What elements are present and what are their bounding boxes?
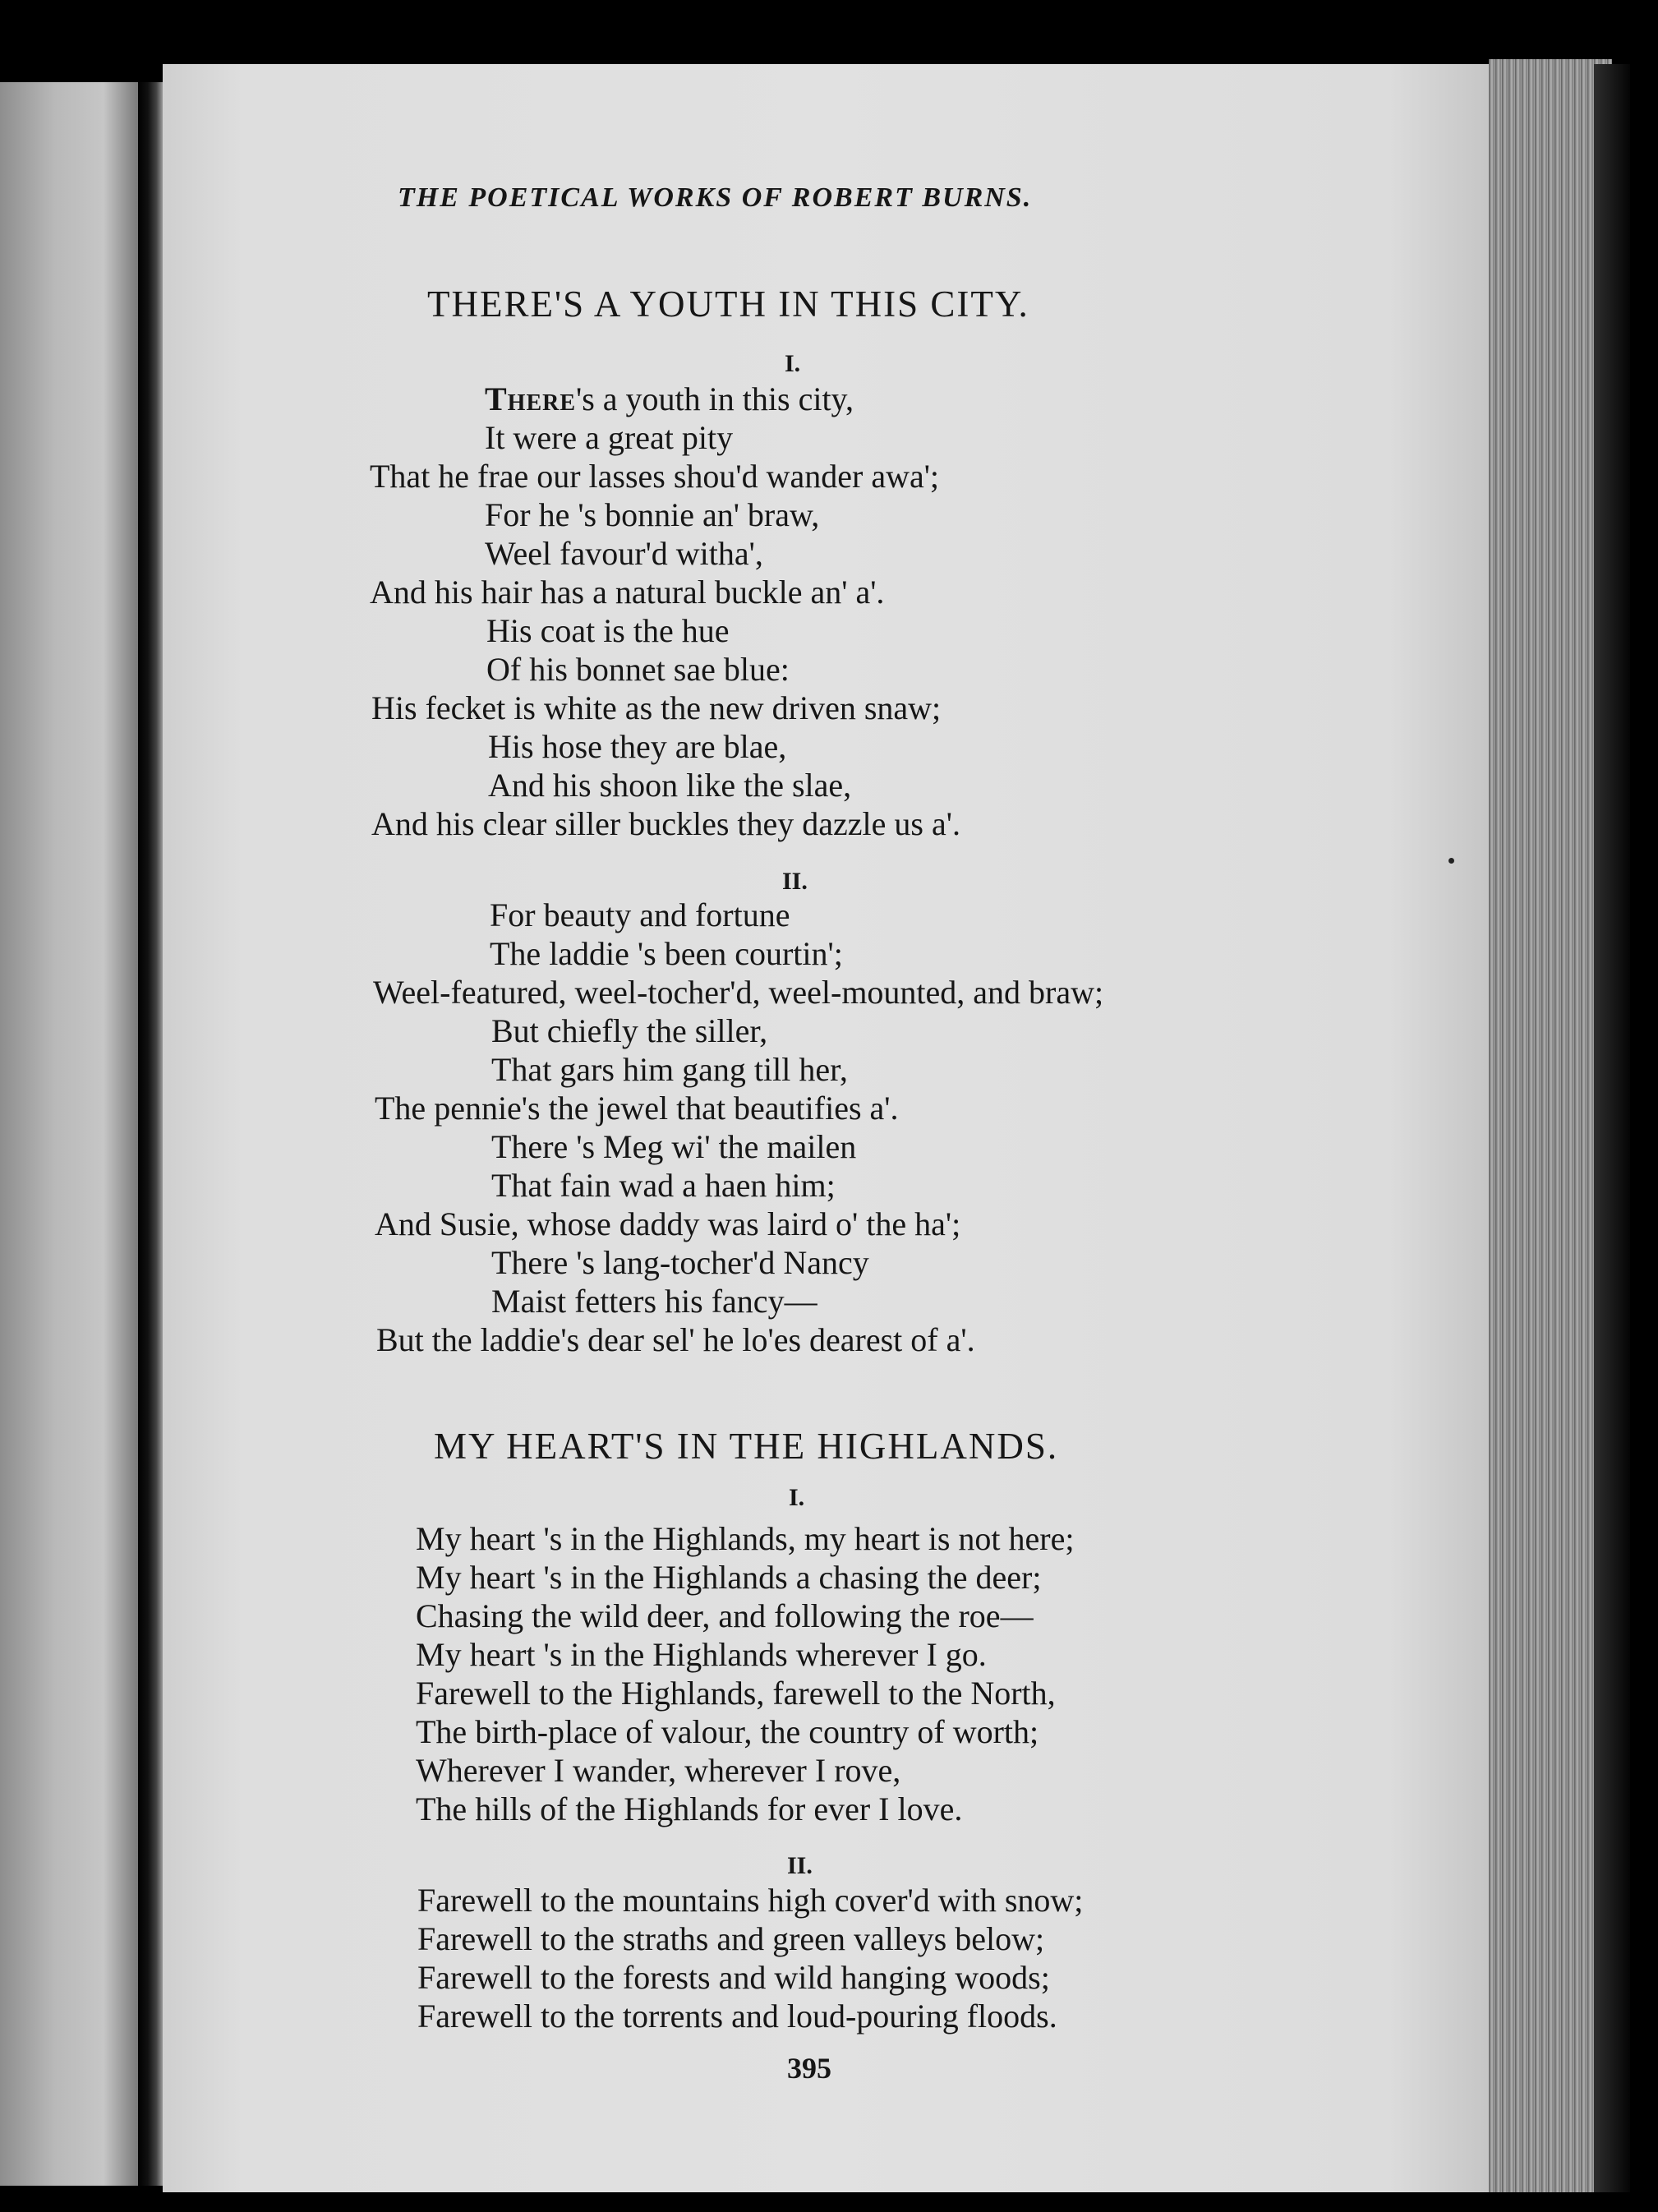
verse-line: My heart 's in the Highlands wherever I go. — [416, 1636, 987, 1673]
verse-line: My heart 's in the Highlands a chasing the deer; — [416, 1559, 1042, 1596]
verse-line: The laddie 's been courtin'; — [490, 935, 843, 972]
verse-line: And his shoon like the slae, — [488, 767, 852, 804]
verse-line: But the laddie's dear sel' he lo'es dearest of a'. — [376, 1321, 975, 1358]
ink-speck — [1448, 858, 1454, 864]
verse-line: For he 's bonnie an' braw, — [485, 496, 820, 533]
verse-line: For beauty and fortune — [490, 896, 790, 933]
stanza-number: I. — [789, 1484, 805, 1511]
verse-line: Farewell to the mountains high cover'd with snow; — [417, 1882, 1084, 1919]
verse-line: And Susie, whose daddy was laird o' the ha'; — [375, 1205, 961, 1242]
verse-line: That fain wad a haen him; — [491, 1167, 836, 1204]
stanza-number: II. — [782, 868, 808, 895]
verse-line: There 's Meg wi' the mailen — [491, 1128, 857, 1165]
verse-line: But chiefly the siller, — [491, 1012, 768, 1049]
verse-line: Farewell to the straths and green valleys below; — [417, 1920, 1045, 1957]
poem-title: MY HEART'S IN THE HIGHLANDS. — [434, 1426, 1059, 1467]
verse-line: Weel-featured, weel-tocher'd, weel-mounted, and braw; — [373, 974, 1104, 1011]
stanza-number: I. — [785, 350, 801, 377]
running-head: THE POETICAL WORKS OF ROBERT BURNS. — [398, 182, 1033, 213]
page-edges-shadow — [1594, 64, 1630, 2192]
verse-line: Farewell to the forests and wild hanging woods; — [417, 1959, 1050, 1996]
verse-line: Farewell to the Highlands, farewell to the North, — [416, 1675, 1056, 1712]
verse-line: Maist fetters his fancy— — [491, 1283, 817, 1320]
verse-line: Of his bonnet sae blue: — [486, 651, 790, 688]
verse-line: Chasing the wild deer, and following the roe— — [416, 1597, 1034, 1634]
verse-line: His fecket is white as the new driven snaw; — [371, 689, 942, 726]
verse-line: There's a youth in this city, — [485, 380, 854, 417]
verse-line: And his hair has a natural buckle an' a'. — [370, 574, 885, 611]
stanza-number: II. — [787, 1852, 813, 1879]
verse-line: The hills of the Highlands for ever I love. — [416, 1790, 963, 1827]
verse-line: Farewell to the torrents and loud-pouring floods. — [417, 1998, 1057, 2035]
poem-title: THERE'S A YOUTH IN THIS CITY. — [427, 283, 1029, 325]
verse-line: The pennie's the jewel that beautifies a'. — [375, 1090, 899, 1127]
verse-line: And his clear siller buckles they dazzle us a'. — [371, 805, 960, 842]
verse-line: That he frae our lasses shou'd wander awa'; — [370, 458, 940, 495]
verse-line: Weel favour'd witha', — [485, 535, 763, 572]
scan-border — [0, 2192, 1658, 2212]
verse-line: His hose they are blae, — [488, 728, 787, 765]
verse-line: The birth-place of valour, the country of worth; — [416, 1713, 1039, 1750]
facing-page — [0, 82, 138, 2186]
verse-line: His coat is the hue — [486, 612, 730, 649]
page-number: 395 — [787, 2052, 831, 2085]
initial-word: There — [485, 380, 577, 417]
verse-line: Wherever I wander, wherever I rove, — [416, 1752, 901, 1789]
verse-line: That gars him gang till her, — [491, 1051, 848, 1088]
book-gutter — [138, 82, 163, 2186]
verse-line: It were a great pity — [485, 419, 734, 456]
verse-line: There 's lang-tocher'd Nancy — [491, 1244, 869, 1281]
verse-line: My heart 's in the Highlands, my heart is not here; — [416, 1520, 1075, 1557]
